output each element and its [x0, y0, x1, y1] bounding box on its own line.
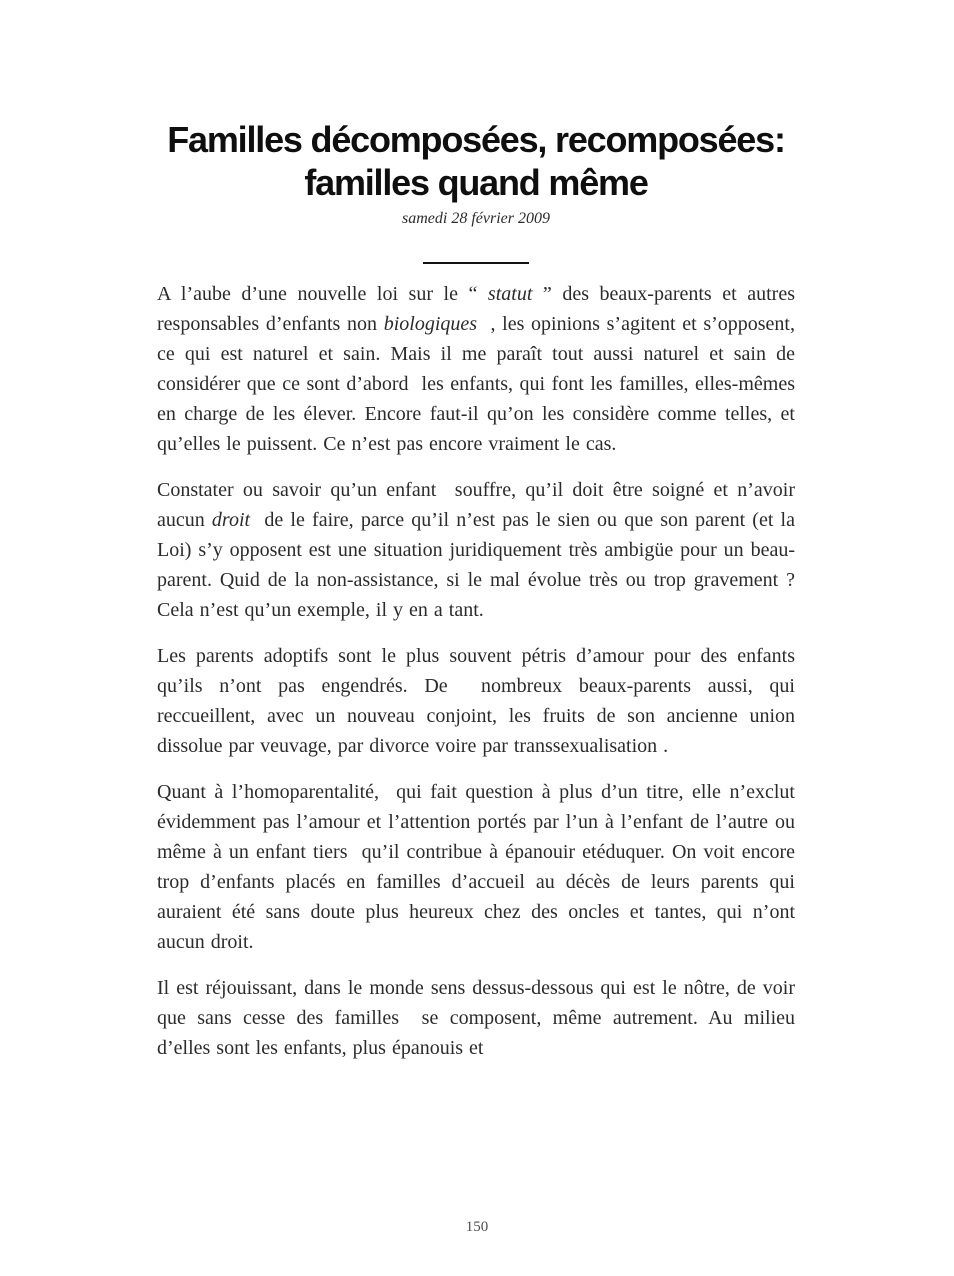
page-title — [157, 118, 795, 204]
paragraph-2: Constater ou savoir qu’un enfant souffre, qu’il doit être soigné et n’avoir aucun droit de le faire, parce qu’il n’est pas le sien ou que son parent (et la Loi) s’y opposent est une situation juridiquement très ambigüe pour un beau-parent. Quid de la non-assistance, si le mal évolue très ou trop gravement ? Cela n’est qu’un exemple, il y en a tant. — [157, 479, 795, 621]
paragraph-1: A l’aube d’une nouvelle loi sur le “ statut ” des beaux-parents et autres responsables d’enfants non biologiques , les opinions s’agitent et s’opposent, ce qui est naturel et sain. Mais il me paraît tout aussi naturel et sain de considérer que ce sont d’abord les enfants, qui font les familles, elles-mêmes en charge de les élever. Encore faut-il qu’on les considère comme telles, et qu’elles le puissent. Ce n’est pas encore vraiment le cas. — [157, 283, 795, 455]
document-date: samedi 28 février 2009 — [402, 210, 550, 227]
paragraph-3: Les parents adoptifs sont le plus souvent pétris d’amour pour des enfants qu’ils n’ont pas engendrés. De nombreux beaux-parents aussi, qui reccueillent, avec un nouveau conjoint, les fruits de son ancienne union dissolue par veuvage, par divorce voire par transsexualisation . — [157, 645, 795, 757]
page-title-line-1: Familles décomposées, recomposées: — [167, 119, 785, 160]
section-divider — [423, 262, 529, 264]
paragraph-4: Quant à l’homoparentalité, qui fait question à plus d’un titre, elle n’exclut évidemment pas l’amour et l’attention portés par l’un à l’enfant de l’autre ou même à un enfant tiers qu’il contribue à épanouir etéduquer. On voit encore trop d’enfants placés en familles d’accueil au décès de leurs parents qui auraient été sans doute plus heureux chez des oncles et tantes, qui n’ont aucun droit. — [157, 781, 795, 953]
page-number: 150 — [465, 1219, 489, 1235]
page-title-line-2: familles quand même — [304, 162, 648, 203]
paragraph-5: Il est réjouissant, dans le monde sens dessus-dessous qui est le nôtre, de voir que sans cesse des familles se composent, même autrement. Au milieu d’elles sont les enfants, plus épanouis et — [157, 977, 795, 1059]
document-body — [157, 279, 795, 1063]
